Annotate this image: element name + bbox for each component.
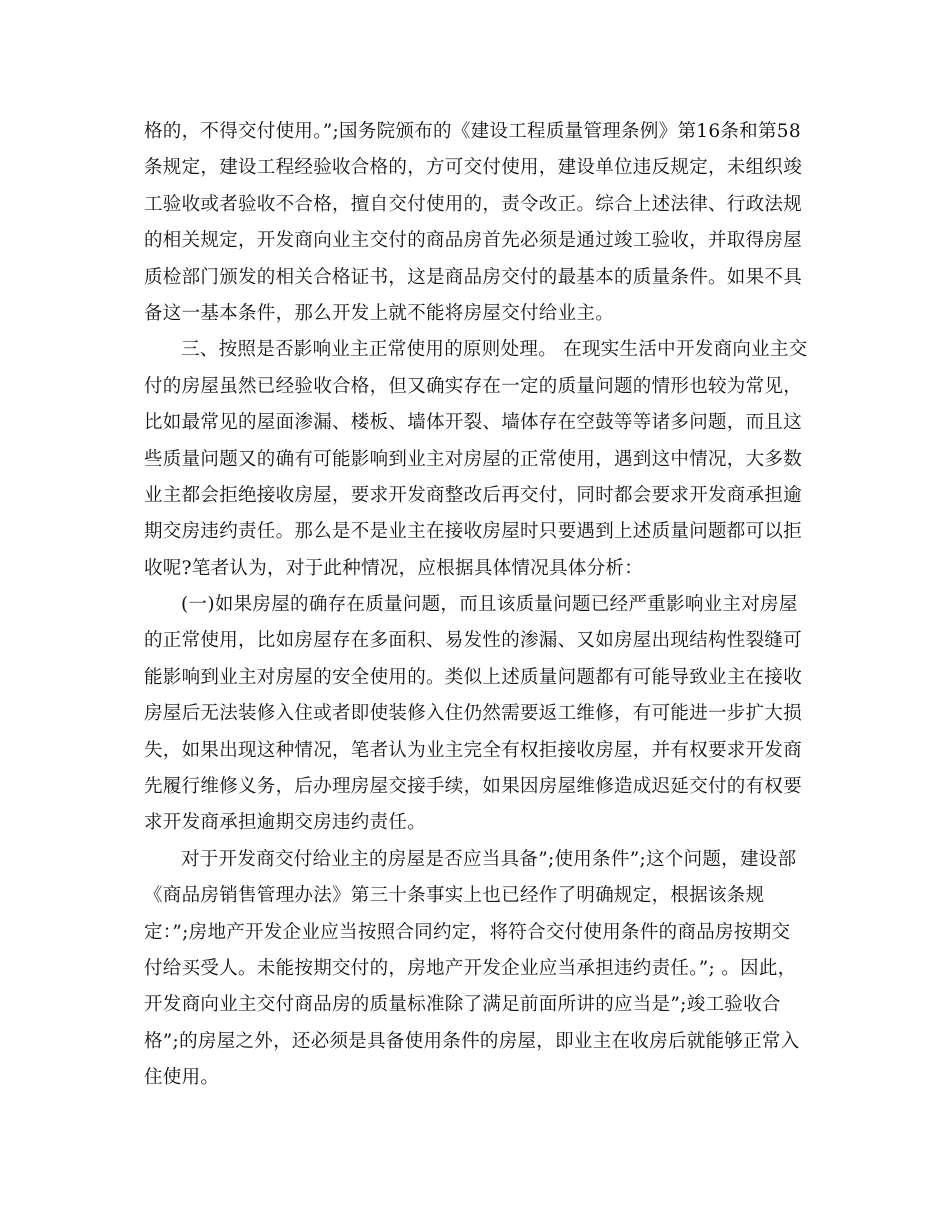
text-line: 格”;的房屋之外，还必须是具备使用条件的房屋，即业主在收房后就能够正常入 [144,1030,800,1052]
text-line: 收呢?笔者认为，对于此种情况，应根据具体情况具体分析： [144,557,644,579]
text-line: 能影响到业主对房屋的安全使用的。类似上述质量问题都有可能导致业主在接收 [144,666,803,688]
text-line: 对于开发商交付给业主的房屋是否应当具备”;使用条件”;这个问题，建设部 [181,848,797,870]
text-line: 付给买受人。未能按期交付的，房地产开发企业应当承担违约责任。”; 。因此， [144,957,797,979]
paragraph-1 [144,114,809,332]
text-line: 备这一基本条件，那么开发上就不能将房屋交付给业主。 [144,302,615,324]
paragraph-4 [144,842,809,1097]
paragraph-3 [144,587,809,842]
text-line: (一)如果房屋的确存在质量问题，而且该质量问题已经严重影响业主对房屋 [181,594,798,616]
text-line: 的相关规定，开发商向业主交付的商品房首先必须是通过竣工验收，并取得房屋 [144,230,803,252]
text-line: 期交房违约责任。那么是不是业主在接收房屋时只要遇到上述质量问题都可以拒 [144,521,803,543]
text-line: 付的房屋虽然已经验收合格，但又确实存在一定的质量问题的情形也较为常见， [144,375,803,397]
text-line: 三、按照是否影响业主正常使用的原则处理。 在现实生活中开发商向业主交 [181,339,808,361]
text-line: 住使用。 [144,1067,220,1089]
text-line: 开发商向业主交付商品房的质量标准除了满足前面所讲的应当是”;竣工验收合 [144,994,781,1016]
text-line: 先履行维修义务，后办理房屋交接手续，如果因房屋维修造成迟延交付的有权要 [144,776,803,798]
text-line: 业主都会拒绝接收房屋，要求开发商整改后再交付，同时都会要求开发商承担逾 [144,484,803,506]
text-line: 求开发商承担逾期交房违约责任。 [144,812,427,834]
document-body [144,114,809,1097]
text-line: 条规定，建设工程经验收合格的，方可交付使用，建设单位违反规定，未组织竣 [144,157,803,179]
paragraph-2 [144,332,809,587]
text-line: 格的，不得交付使用。”;国务院颁布的《建设工程质量管理条例》第16条和第58 [144,121,801,142]
text-line: 质检部门颁发的相关合格证书，这是商品房交付的最基本的质量条件。如果不具 [144,266,803,288]
text-line: 《商品房销售管理办法》第三十条事实上也已经作了明确规定，根据该条规 [144,885,765,907]
text-line: 失，如果出现这种情况，笔者认为业主完全有权拒接收房屋，并有权要求开发商 [144,739,803,761]
text-line: 比如最常见的屋面渗漏、楼板、墙体开裂、墙体存在空鼓等等诸多问题，而且这 [144,412,803,434]
text-line: 工验收或者验收不合格，擅自交付使用的，责令改正。综合上述法律、行政法规 [144,193,803,215]
text-line: 的正常使用，比如房屋存在多面积、易发性的渗漏、又如房屋出现结构性裂缝可 [144,630,803,652]
text-line: 房屋后无法装修入住或者即使装修入住仍然需要返工维修，有可能进一步扩大损 [144,703,803,725]
text-line: 定：”;房地产开发企业应当按照合同约定，将符合交付使用条件的商品房按期交 [144,921,791,943]
text-line: 些质量问题又的确有可能影响到业主对房屋的正常使用，遇到这中情况，大多数 [144,448,803,470]
